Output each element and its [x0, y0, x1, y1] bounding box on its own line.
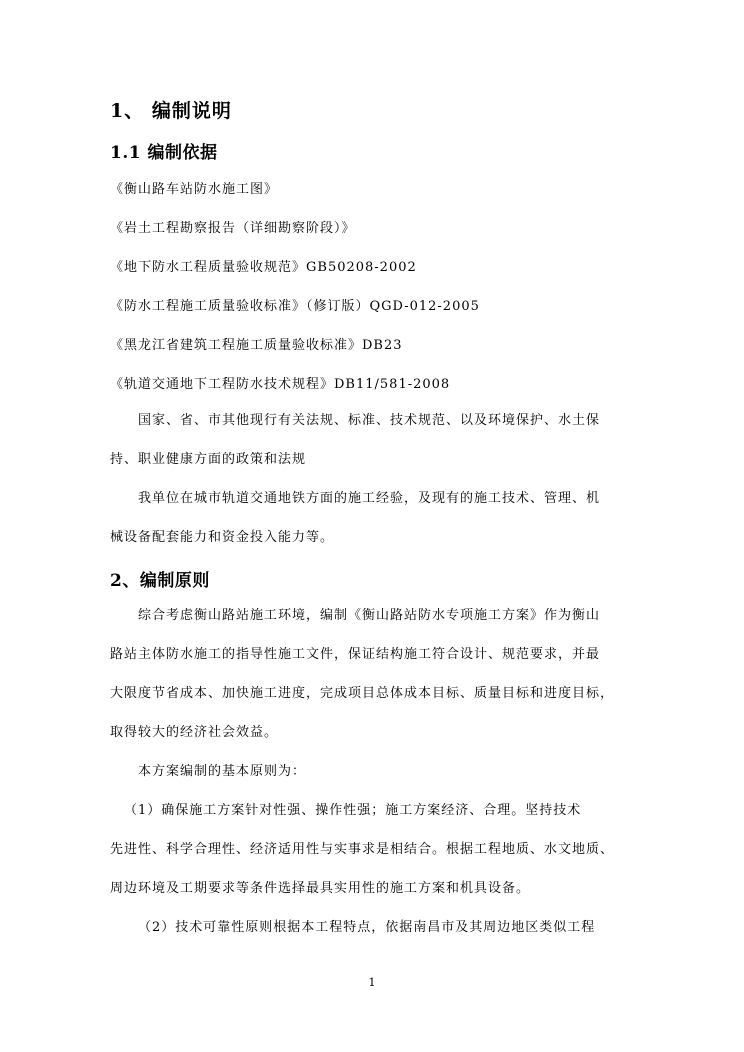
heading-1-1-compilation-basis: 1.1 编制依据 — [110, 143, 218, 163]
paragraph-line: 大限度节省成本、加快施工进度，完成项目总体成本目标、质量目标和进度目标， — [110, 686, 615, 701]
reference-item: 《轨道交通地下工程防水技术规程》DB11/581-2008 — [110, 377, 451, 392]
paragraph-line: 取得较大的经济社会效益。 — [110, 725, 279, 740]
paragraph-line: （1）确保施工方案针对性强、操作性强；施工方案经济、合理。坚持技术 — [124, 803, 582, 818]
paragraph-line: 周边环境及工期要求等条件选择最具实用性的施工方案和机具设备。 — [110, 881, 531, 896]
paragraph-line: 路站主体防水施工的指导性施工文件，保证结构施工符合设计、规范要求，并最 — [110, 647, 601, 662]
paragraph-item-1 — [110, 791, 634, 908]
paragraph-laws — [110, 401, 634, 479]
paragraph-line: 本方案编制的基本原则为： — [138, 764, 307, 779]
heading-1-compilation-notes: 1、 编制说明 — [110, 100, 232, 122]
reference-item: 《黑龙江省建筑工程施工质量验收标准》DB23 — [110, 338, 403, 353]
reference-item: 《地下防水工程质量验收规范》GB50208-2002 — [110, 260, 417, 275]
reference-item: 《岩土工程勘察报告（详细勘察阶段）》 — [110, 221, 356, 236]
paragraph-basic-principles — [110, 752, 634, 791]
page-number: 1 — [368, 976, 376, 989]
paragraph-item-2 — [110, 908, 634, 947]
paragraph-line: 械设备配套能力和资金投入能力等。 — [110, 530, 335, 545]
reference-item: 《衡山路车站防水施工图》 — [110, 182, 279, 197]
paragraph-line: 持、职业健康方面的政策和法规 — [110, 452, 307, 467]
paragraph-principle — [110, 596, 634, 752]
heading-2-compilation-principles: 2、编制原则 — [110, 571, 210, 591]
paragraph-line: 国家、省、市其他现行有关法规、标准、技术规范、以及环境保护、水土保 — [138, 413, 601, 428]
paragraph-experience — [110, 479, 634, 557]
paragraph-line: 先进性、科学合理性、经济适用性与实事求是相结合。根据工程地质、水文地质、 — [110, 842, 615, 857]
paragraph-line: 我单位在城市轨道交通地铁方面的施工经验，及现有的施工技术、管理、机 — [138, 491, 601, 506]
paragraph-line: （2）技术可靠性原则根据本工程特点，依据南昌市及其周边地区类似工程 — [138, 920, 596, 935]
paragraph-line: 综合考虑衡山路站施工环境，编制《衡山路站防水专项施工方案》作为衡山 — [138, 608, 601, 623]
reference-item: 《防水工程施工质量验收标准》（修订版）QGD-012-2005 — [110, 299, 480, 314]
